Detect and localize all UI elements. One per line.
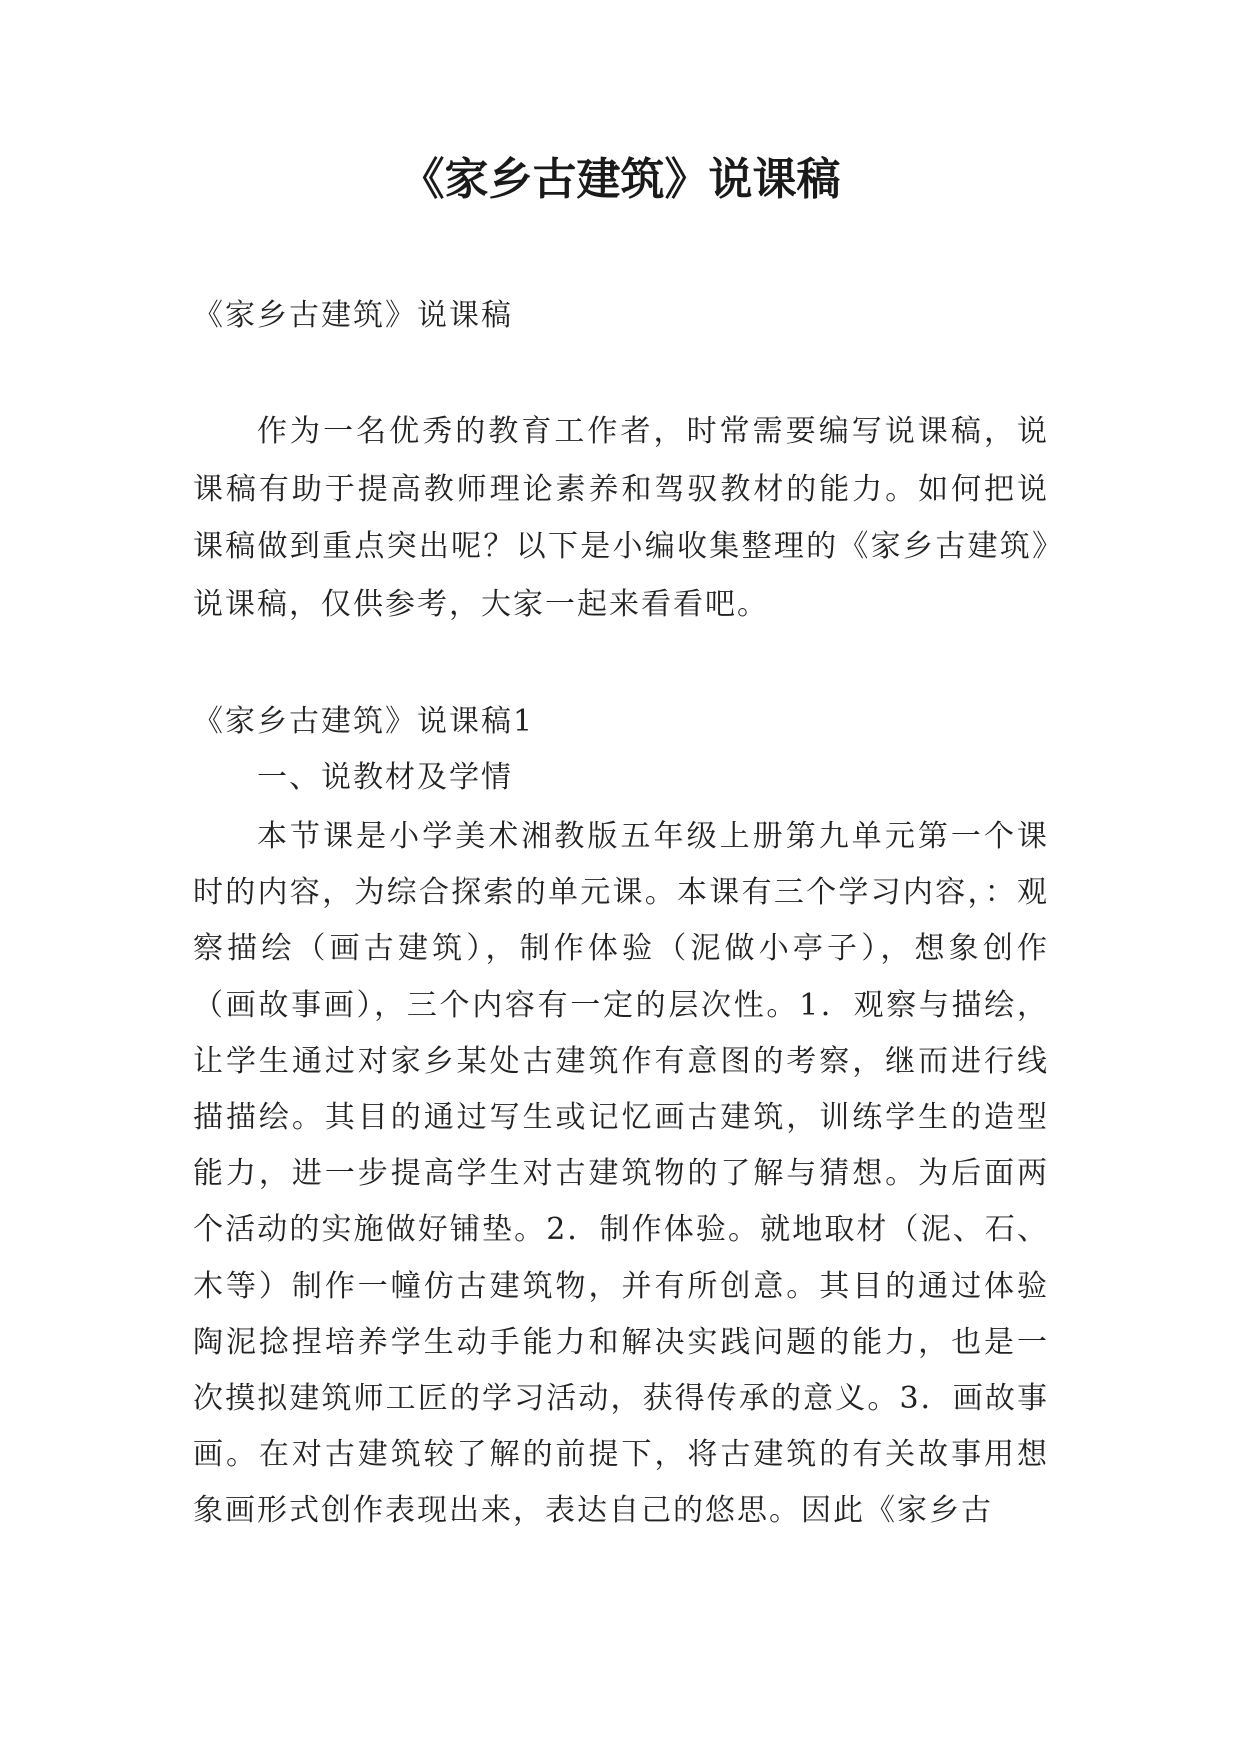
document-title: 《家乡古建筑》说课稿 [400,154,841,205]
section-title: 《家乡古建筑》说课稿1 [193,704,535,739]
intro-paragraph: 作为一名优秀的教育工作者，时常需要编写说课稿，说课稿有助于提高教师理论素养和驾驭教材的能力。如何把说课稿做到重点突出呢？以下是小编收集整理的《家乡古建筑》说课稿，仅供参考，大家一起来看看吧。 [193,414,1049,622]
section-heading: 一、说教材及学情 [257,760,513,795]
body-paragraph: 本节课是小学美术湘教版五年级上册第九单元第一个课时的内容，为综合探索的单元课。本课有三个学习内容，：观察描绘（画古建筑），制作体验（泥做小亭子），想象创作（画故事画），三个内容有一定的层次性。1．观察与描绘，让学生通过对家乡某处古建筑作有意图的考察，继而进行线描描绘。其目的通过写生或记忆画古建筑，训练学生的造型能力，进一步提高学生对古建筑物的了解与猜想。为后面两个活动的实施做好铺垫。2．制作体验。就地取材（泥、石、木等）制作一幢仿古建筑物，并有所创意。其目的通过体验陶泥捻捏培养学生动手能力和解决实践问题的能力，也是一次摸拟建筑师工匠的学习活动，获得传承的意义。3．画故事画。在对古建筑较了解的前提下，将古建筑的有关故事用想象画形式创作表现出来，表达自己的悠思。因此《家乡古 [193,819,1049,1529]
document-subtitle: 《家乡古建筑》说课稿 [193,298,513,333]
